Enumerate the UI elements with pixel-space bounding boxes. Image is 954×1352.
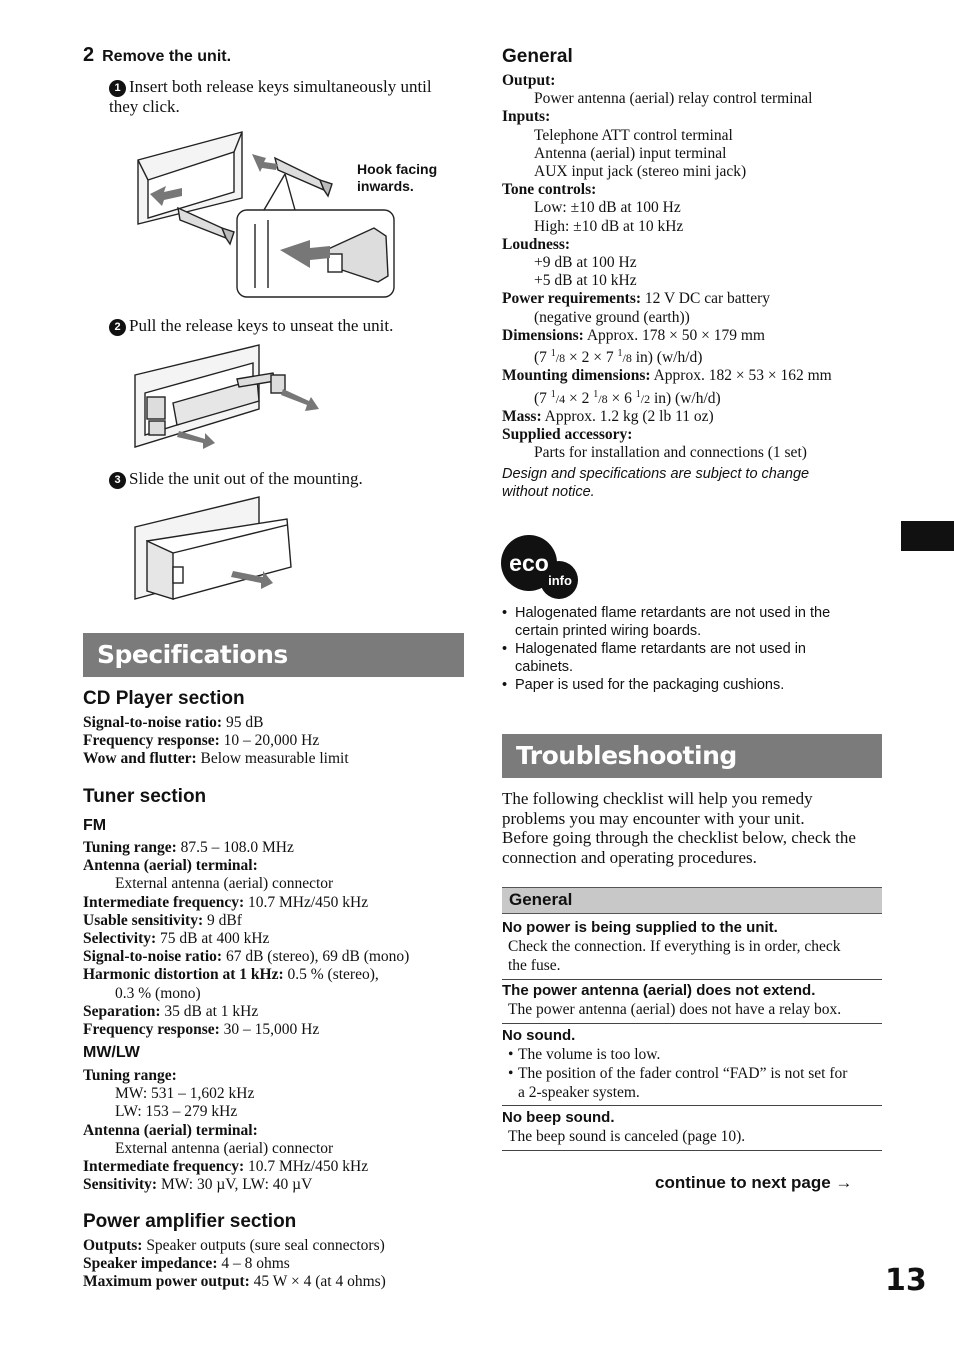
list-item: • Halogenated flame retardants are not used in cabinets. bbox=[502, 640, 872, 676]
spec-value: High: ±10 dB at 10 kHz bbox=[534, 217, 684, 235]
spec-row bbox=[83, 1003, 409, 1021]
spec-value: 10.7 MHz/450 kHz bbox=[248, 893, 369, 911]
caption-line-2: inwards. bbox=[357, 177, 414, 194]
spec-row bbox=[83, 732, 349, 750]
spec-label: Mass: bbox=[502, 407, 542, 425]
slide-unit-out-figure bbox=[133, 495, 293, 605]
substep-text: Insert both release keys simultaneously until they click. bbox=[109, 77, 432, 116]
spec-value: LW: 153 – 279 kHz bbox=[115, 1103, 238, 1121]
spec-row bbox=[83, 894, 409, 912]
problem-text: The power antenna (aerial) does not extend. bbox=[502, 982, 816, 999]
troubleshooting-intro bbox=[502, 789, 882, 867]
specifications-banner: Specifications bbox=[83, 633, 464, 677]
spec-row bbox=[83, 1021, 409, 1039]
spec-row bbox=[83, 750, 349, 768]
spec-label: Power requirements: bbox=[502, 290, 642, 308]
step-title: Remove the unit. bbox=[102, 48, 232, 65]
mwlw-heading: MW/LW bbox=[83, 1044, 140, 1061]
info-text: info bbox=[548, 573, 572, 588]
spec-label: Frequency response: bbox=[83, 732, 220, 750]
intro-line: problems you may encounter with your unit. bbox=[502, 808, 805, 828]
spec-value: 10 – 20,000 Hz bbox=[223, 732, 320, 750]
spec-value: (negative ground (earth)) bbox=[534, 308, 690, 326]
spec-row bbox=[83, 839, 409, 857]
spec-label: Intermediate frequency: bbox=[83, 893, 245, 911]
intro-line: The following checklist will help you remedy bbox=[502, 789, 813, 808]
spec-row bbox=[83, 912, 409, 930]
spec-value: Approx. 182 × 53 × 162 mm bbox=[653, 367, 832, 385]
substep-text: Slide the unit out of the mounting. bbox=[129, 469, 363, 488]
troubleshoot-item-no-sound bbox=[502, 1026, 882, 1106]
cd-section-heading: CD Player section bbox=[83, 688, 245, 709]
spec-label: Outputs: bbox=[83, 1237, 143, 1254]
spec-label: Frequency response: bbox=[83, 1021, 220, 1039]
spec-label: Tuning range: bbox=[83, 839, 177, 856]
general-specs bbox=[502, 72, 832, 463]
spec-value: Antenna (aerial) input terminal bbox=[534, 144, 727, 162]
step-number: 2 bbox=[83, 44, 95, 66]
substep-3 bbox=[109, 469, 449, 489]
spec-label: Antenna (aerial) terminal: bbox=[83, 857, 258, 875]
spec-label: Supplied accessory: bbox=[502, 426, 633, 444]
general-section-heading: General bbox=[502, 46, 573, 67]
step-marker-2: 2 bbox=[109, 319, 126, 336]
release-keys-insert-figure bbox=[130, 128, 460, 303]
spec-value: Telephone ATT control terminal bbox=[534, 126, 733, 144]
spec-value: Approx. 1.2 kg (2 lb 11 oz) bbox=[544, 407, 714, 425]
problem-text: No power is being supplied to the unit. bbox=[502, 919, 778, 936]
note-line: Design and specifications are subject to change bbox=[502, 466, 810, 482]
spec-value: 30 – 15,000 Hz bbox=[223, 1021, 320, 1039]
remedy-text: The beep sound is canceled (page 10). bbox=[508, 1128, 746, 1145]
remedy-text: Check the connection. If everything is in order, check the fuse. bbox=[508, 938, 841, 974]
spec-label: Tuning range: bbox=[83, 1067, 177, 1084]
spec-label: Signal-to-noise ratio: bbox=[83, 714, 223, 731]
spec-value: 10.7 MHz/450 kHz bbox=[248, 1158, 369, 1176]
spec-value: 0.5 % (stereo), bbox=[287, 966, 379, 984]
spec-label: Output: bbox=[502, 72, 556, 89]
spec-label: Loudness: bbox=[502, 235, 571, 253]
list-item: • The position of the fader control “FAD” is not set for bbox=[508, 1064, 882, 1083]
spec-label: Sensitivity: bbox=[83, 1176, 158, 1194]
troubleshoot-item-antenna bbox=[502, 981, 882, 1024]
spec-value: MW: 30 µV, LW: 40 µV bbox=[160, 1176, 313, 1194]
section-tab-marker bbox=[901, 521, 954, 551]
caption-line-1: Hook facing bbox=[357, 161, 438, 177]
spec-label: Selectivity: bbox=[83, 930, 157, 948]
amp-section-heading: Power amplifier section bbox=[83, 1211, 297, 1232]
spec-value: Parts for installation and connections (1 set) bbox=[534, 444, 807, 462]
mwlw-specs bbox=[83, 1067, 368, 1194]
spec-value: External antenna (aerial) connector bbox=[115, 875, 334, 893]
list-item: • Paper is used for the packaging cushions. bbox=[502, 676, 872, 694]
spec-value: Approx. 178 × 50 × 179 mm bbox=[586, 326, 765, 344]
substep-2 bbox=[109, 316, 449, 336]
spec-value: 4 – 8 ohms bbox=[221, 1255, 290, 1273]
spec-label: Dimensions: bbox=[502, 326, 584, 344]
spec-value: 75 dB at 400 kHz bbox=[160, 930, 270, 948]
spec-row bbox=[83, 930, 409, 948]
step-marker-3: 3 bbox=[109, 472, 126, 489]
spec-value: 95 dB bbox=[225, 714, 264, 731]
step-heading bbox=[83, 44, 231, 67]
spec-row bbox=[83, 966, 409, 984]
spec-row bbox=[83, 1176, 368, 1194]
spec-row bbox=[83, 1122, 368, 1140]
spec-value: Speaker outputs (sure seal connectors) bbox=[146, 1237, 385, 1254]
tuner-section-heading: Tuner section bbox=[83, 786, 207, 807]
eco-bullets bbox=[502, 604, 872, 694]
spec-value: 0.3 % (mono) bbox=[115, 984, 201, 1002]
spec-value: External antenna (aerial) connector bbox=[115, 1139, 334, 1157]
spec-label: Usable sensitivity: bbox=[83, 911, 204, 929]
spec-label: Wow and flutter: bbox=[83, 750, 197, 768]
problem-text: No beep sound. bbox=[502, 1109, 615, 1126]
spec-row bbox=[83, 948, 409, 966]
specs-change-note bbox=[502, 465, 809, 501]
spec-label: Tone controls: bbox=[502, 181, 597, 199]
spec-label: Maximum power output: bbox=[83, 1273, 250, 1291]
spec-row bbox=[83, 1158, 368, 1176]
remedy-text bbox=[502, 1045, 882, 1102]
eco-text: eco bbox=[509, 550, 549, 576]
fm-specs bbox=[83, 839, 409, 1039]
spec-row bbox=[83, 1237, 386, 1255]
continue-text: continue to next page bbox=[655, 1173, 831, 1192]
continue-next-page bbox=[655, 1173, 852, 1193]
spec-label: Mounting dimensions: bbox=[502, 367, 651, 385]
problem-text: No sound. bbox=[502, 1027, 576, 1044]
spec-value: MW: 531 – 1,602 kHz bbox=[115, 1085, 255, 1103]
troubleshooting-general-heading: General bbox=[502, 887, 882, 914]
spec-value: 12 V DC car battery bbox=[644, 290, 771, 308]
spec-value: 9 dBf bbox=[207, 911, 242, 929]
spec-value: 35 dB at 1 kHz bbox=[164, 1002, 259, 1020]
spec-value: 45 W × 4 (at 4 ohms) bbox=[253, 1273, 386, 1291]
figure-caption bbox=[357, 161, 437, 194]
intro-line: Before going through the checklist below, check the bbox=[502, 828, 856, 847]
pull-keys-figure bbox=[133, 343, 333, 451]
spec-value: AUX input jack (stereo mini jack) bbox=[534, 163, 747, 181]
cd-section-specs bbox=[83, 714, 349, 769]
substep-text: Pull the release keys to unseat the unit. bbox=[129, 316, 394, 335]
spec-label: Antenna (aerial) terminal: bbox=[83, 1121, 258, 1139]
mounting-inches: (7 $^1$/4 × 2 $^1$/8 × 6 $^1$/2 in) (w/h/d) bbox=[534, 388, 721, 407]
remedy-text: The power antenna (aerial) does not have a relay box. bbox=[508, 1001, 842, 1018]
spec-value: +5 dB at 10 kHz bbox=[534, 272, 637, 290]
page-number: 13 bbox=[885, 1263, 927, 1298]
amp-specs bbox=[83, 1237, 386, 1292]
spec-row bbox=[83, 1067, 368, 1085]
spec-row bbox=[83, 857, 409, 875]
troubleshoot-item-no-beep bbox=[502, 1108, 882, 1151]
spec-label: Speaker impedance: bbox=[83, 1255, 218, 1273]
right-arrow-icon: → bbox=[835, 1173, 853, 1192]
eco-info-logo bbox=[500, 533, 580, 601]
spec-value: 67 dB (stereo), 69 dB (mono) bbox=[225, 948, 410, 966]
troubleshoot-item-no-power bbox=[502, 918, 882, 980]
fm-heading: FM bbox=[83, 817, 107, 834]
list-item: • Halogenated flame retardants are not used in the certain printed wiring boards. bbox=[502, 604, 872, 640]
list-item-continued: a 2-speaker system. bbox=[518, 1084, 640, 1101]
spec-value: 87.5 – 108.0 MHz bbox=[180, 839, 294, 856]
intro-line: connection and operating procedures. bbox=[502, 847, 757, 867]
list-item: • The volume is too low. bbox=[508, 1045, 882, 1064]
spec-label: Signal-to-noise ratio: bbox=[83, 948, 223, 966]
spec-label: Harmonic distortion at 1 kHz: bbox=[83, 966, 284, 984]
spec-row bbox=[83, 714, 349, 732]
spec-row bbox=[83, 1255, 386, 1273]
spec-label: Intermediate frequency: bbox=[83, 1158, 245, 1176]
spec-value: Low: ±10 dB at 100 Hz bbox=[534, 199, 681, 217]
step-marker-1: 1 bbox=[109, 80, 126, 97]
spec-value: Power antenna (aerial) relay control terminal bbox=[534, 90, 813, 108]
spec-row bbox=[83, 1273, 386, 1291]
spec-label: Inputs: bbox=[502, 108, 551, 126]
note-line: without notice. bbox=[502, 484, 595, 500]
substep-1 bbox=[109, 77, 449, 117]
spec-label: Separation: bbox=[83, 1002, 161, 1020]
spec-value: +9 dB at 100 Hz bbox=[534, 254, 637, 272]
spec-value: Below measurable limit bbox=[200, 750, 349, 768]
dimensions-inches: (7 $^1$/8 × 2 × 7 $^1$/8 in) (w/h/d) bbox=[534, 348, 703, 367]
troubleshooting-banner: Troubleshooting bbox=[502, 734, 882, 778]
